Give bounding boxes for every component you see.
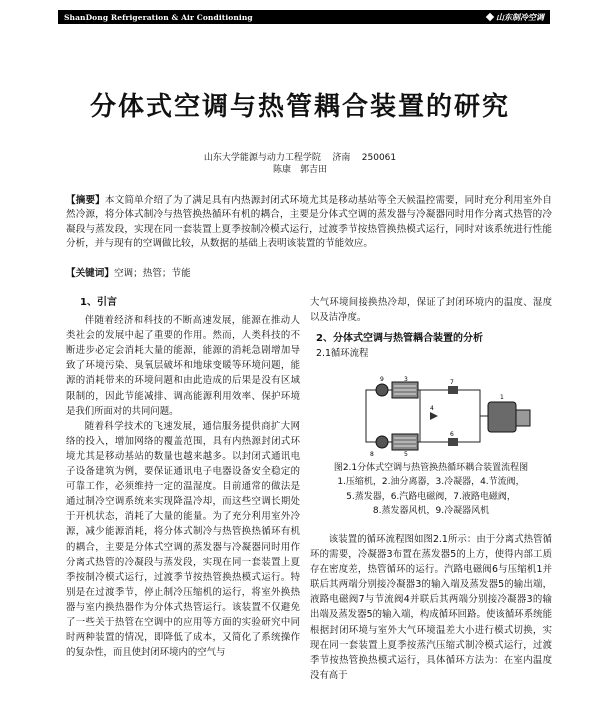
institution: 山东大学能源与动力工程学院 (203, 153, 321, 163)
evaporator (392, 434, 418, 450)
diagram-label: 6 (450, 431, 454, 438)
caption-title: 图2.1分体式空调与热管换热循环耦合装置流程图 (333, 463, 529, 473)
keywords-label: 【关键词】 (66, 268, 114, 279)
figure-caption (310, 461, 552, 518)
affiliation-line (0, 152, 600, 164)
affiliation-block (0, 152, 600, 176)
paragraph: 伴随着经济和科技的不断高速发展，能源在推动人类社会的发展中起了重要的作用。然而，人类科技的不断进步必定会消耗大量的能源，能源的消耗急剧增加导致了环境污染、臭氧层破坏和地球变暖等环境问题，能源的消耗带来的环境问题和由此造成的后果是没有区域限制的，因此节能减排、调高能源利用效率、保护环境是我们所面对的共同问题。 (66, 315, 300, 417)
diagram-label: 8 (370, 451, 374, 456)
keywords-text: 空调；热管；节能 (113, 268, 191, 279)
cycle-flow-diagram (330, 376, 540, 456)
diagram-label: 1 (500, 394, 504, 401)
section-heading-analysis: 2、分体式空调与热管耦合装置的分析 (316, 333, 483, 345)
evaporator-fan (376, 436, 388, 448)
journal-header-bar (58, 10, 550, 24)
right-column-top (310, 295, 552, 361)
subsection-heading-cycle: 2.1循环流程 (316, 348, 369, 360)
abstract (66, 194, 552, 251)
section-heading-intro: 1、引言 (80, 297, 117, 308)
caption-legend: 1.压缩机，2.油分离器，3.冷凝器，4.节流阀， (337, 477, 525, 488)
diagram-label: 5 (404, 451, 408, 456)
keywords (66, 267, 552, 281)
left-column (66, 295, 300, 660)
abstract-text: 本文简单介绍了为了满足具有内热源封闭式环境尤其是移动基站等全天候温控需要，同时充分利用室外自然冷源，将分体式制冷与热管换热循环有机的耦合，主要是分体式空调的蒸发器与冷凝器同时用作分离式热管的冷凝段与蒸发段，实现在同一套装置上夏季按制冷模式运行，过渡季节按热管换热模式运行，同时对该系统进行性能分析，并与现有的空调做比较，从数据的基础上表明该装置的节能效应。 (66, 195, 552, 249)
diagram-label: 3 (404, 376, 408, 383)
paper-title: 分体式空调与热管耦合装置的研究 (89, 92, 510, 122)
city: 济南 (332, 153, 351, 163)
diamond-icon (486, 13, 494, 21)
journal-name-cn: 山东制冷空调 (496, 12, 544, 22)
condenser (392, 382, 418, 398)
diagram-label: 9 (380, 376, 384, 383)
right-column-body (310, 532, 552, 683)
journal-name-cn-group (487, 12, 544, 23)
authors: 陈康 郭吉田 (272, 165, 327, 175)
postcode: 250061 (361, 153, 397, 163)
paragraph: 该装置的循环流程图如图2.1所示：由于分离式热管循环的需要，冷凝器3布置在蒸发器5的上方，使得内部工质存在密度差，热管循环的运行。汽路电磁阀6与压缩机1并联后其两端分别接冷凝器3的输入端及蒸发器5的输出端，液路电磁阀7与节流阀4并联后其两端分别接冷凝器3的输出端及蒸发器5的输入端，构成循环回路。使该循环系统能根据封闭环境与室外大气环境温差大小进行模式切换，实现在同一套装置上夏季按蒸汽压缩式制冷模式运行，过渡季节按热管换热模式运行，具体循环方法为：在室内温度没有高于 (310, 534, 552, 681)
compressor (488, 402, 530, 432)
journal-name-en: ShanDong Refrigeration & Air Conditioning (64, 12, 253, 22)
abstract-label: 【摘要】 (66, 195, 105, 206)
paragraph-continued: 大气环境间接换热冷却，保证了封闭环境内的温度、湿度以及洁净度。 (310, 297, 552, 324)
caption-legend: 5.蒸发器，6.汽路电磁阀，7.液路电磁阀， (346, 491, 516, 502)
caption-legend: 8.蒸发器风机，9.冷凝器风机 (372, 505, 490, 516)
condenser-fan (376, 384, 388, 396)
diagram-label: 7 (450, 379, 454, 386)
diagram-label: 4 (430, 405, 434, 412)
paragraph: 随着科学技术的飞速发展，通信服务提供商扩大网络的投入，增加网络的覆盖范围，具有内热源封闭式环境尤其是移动基站的数量也越来越多。以封闭式通讯电子设备建筑为例，要保证通讯电子电器设备安全稳定的可靠工作，必须维持一定的温湿度。目前通常的做法是通过制冷空调系统来实现降温冷却，而这些空调长期处于开机状态，消耗了大量的能量。为了充分利用室外冷源，减少能源消耗，将分体式制冷与热管换热循环有机的耦合，主要是分体式空调的蒸发器与冷凝器同时用作分离式热管的冷凝段与蒸发段，实现在同一套装置上夏季按制冷模式运行，过渡季节按热管换热模式运行。特别是在过渡季节，停止制冷压缩机的运行，将室外换热器与室内换热器作为分体式热管运行。该装置不仅避免了一些关于热管在空调中的应用等方面的实验研究中同时两种装置的情况，即降低了成本，又简化了系统操作的复杂性，而且使封闭环境内的空气与 (66, 420, 300, 659)
